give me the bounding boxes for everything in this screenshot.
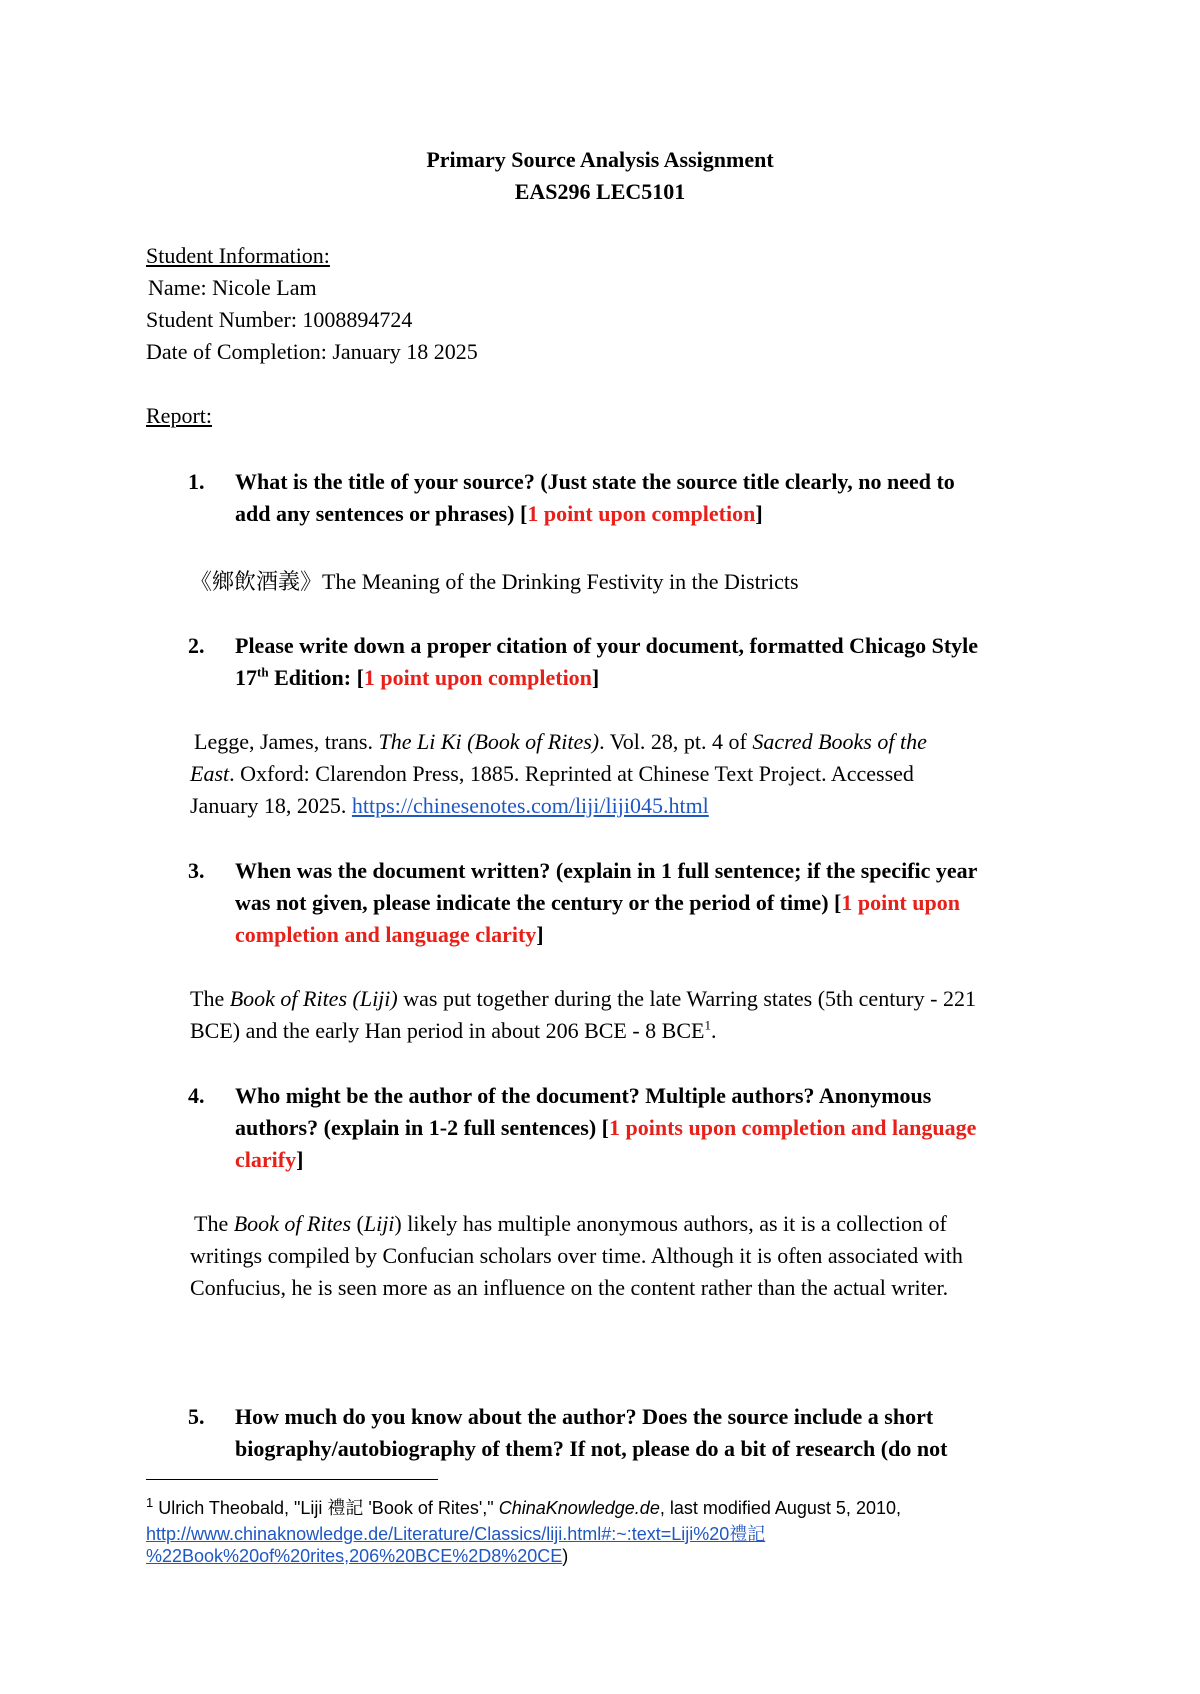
- footnote-separator: [146, 1479, 438, 1480]
- question-2-line-2: 17th Edition: [1 point upon completion]: [235, 664, 600, 690]
- answer-1: 《鄉飲酒義》The Meaning of the Drinking Festivity in the Districts: [190, 569, 799, 594]
- course-code: EAS296 LEC5101: [514, 179, 686, 204]
- question-4-line-3: clarify]: [235, 1147, 304, 1172]
- footnote-line-3: %22Book%20of%20rites,206%20BCE%2D8%20CE): [146, 1546, 569, 1566]
- answer-3-line-1: The Book of Rites (Liji) was put together during the late Warring states (5th century - 221: [190, 986, 976, 1011]
- footnote-line-1: $^1$ Ulrich Theobald, "Liji 禮記 'Book of Rites'," ChinaKnowledge.de, last modified August 5, 2010,: [146, 1495, 901, 1518]
- answer-2-line-2: East. Oxford: Clarendon Press, 1885. Reprinted at Chinese Text Project. Accessed: [190, 761, 914, 786]
- question-1-line-1: What is the title of your source? (Just state the source title clearly, no need to: [235, 469, 955, 494]
- question-3-number: 3.: [188, 858, 205, 883]
- question-2-line-1: Please write down a proper citation of your document, formatted Chicago Style: [235, 633, 979, 658]
- answer-4-line-1: The Book of Rites (Liji) likely has multiple anonymous authors, as it is a collection of: [194, 1211, 947, 1236]
- report-heading: Report:: [146, 403, 212, 428]
- document-title: Primary Source Analysis Assignment: [426, 147, 774, 172]
- question-4-line-1: Who might be the author of the document? Multiple authors? Anonymous: [235, 1083, 932, 1108]
- answer-2-line-3: January 18, 2025. https://chinesenotes.com/liji/liji045.html: [190, 793, 709, 818]
- question-4-number: 4.: [188, 1083, 205, 1108]
- question-5-line-2: biography/autobiography of them? If not, please do a bit of research (do not: [235, 1436, 948, 1461]
- question-2-number: 2.: [188, 633, 205, 658]
- question-5-line-1: How much do you know about the author? Does the source include a short: [235, 1404, 934, 1429]
- question-3-line-2: was not given, please indicate the century or the period of time) [1 point upon: [235, 890, 960, 915]
- question-3-line-3: completion and language clarity]: [235, 922, 544, 947]
- footnote-line-2: [146, 1520, 765, 1546]
- citation-link[interactable]: https://chinesenotes.com/liji/liji045.html: [351, 793, 709, 818]
- student-name: Name: Nicole Lam: [148, 275, 317, 300]
- question-3-line-1: When was the document written? (explain in 1 full sentence; if the specific year: [235, 858, 978, 883]
- question-1-number: 1.: [188, 469, 205, 494]
- completion-date: Date of Completion: January 18 2025: [146, 339, 478, 364]
- question-5-number: 5.: [188, 1404, 205, 1429]
- footnote-ref-1[interactable]: 1: [704, 1017, 711, 1033]
- student-info-heading: Student Information:: [146, 243, 330, 268]
- answer-4-line-3: Confucius, he is seen more as an influence on the content rather than the actual writer.: [190, 1275, 949, 1300]
- question-2-points: 1 point upon completion: [363, 665, 592, 690]
- answer-3-line-2: BCE) and the early Han period in about 206 BCE - 8 BCE$^1$.: [190, 1017, 717, 1043]
- student-number: Student Number: 1008894724: [146, 307, 413, 332]
- question-1-line-2: add any sentences or phrases) [1 point upon completion]: [235, 501, 763, 526]
- answer-4-line-2: writings compiled by Confucian scholars over time. Although it is often associated with: [190, 1243, 963, 1268]
- question-4-line-2: authors? (explain in 1-2 full sentences) [1 points upon completion and language: [235, 1115, 977, 1140]
- question-3-points: 1 point upon: [841, 890, 960, 915]
- answer-2-line-1: Legge, James, trans. The Li Ki (Book of Rites). Vol. 28, pt. 4 of Sacred Books of the: [194, 729, 927, 754]
- question-4-points: 1 points upon completion and language: [609, 1115, 977, 1140]
- footnote-link[interactable]: http://www.chinaknowledge.de/Literature/Classics/liji.html#:~:text=Liji%20禮記: [146, 1524, 766, 1544]
- question-1-points: 1 point upon completion: [527, 501, 756, 526]
- footnote-link-continued[interactable]: %22Book%20of%20rites,206%20BCE%2D8%20CE: [146, 1546, 563, 1566]
